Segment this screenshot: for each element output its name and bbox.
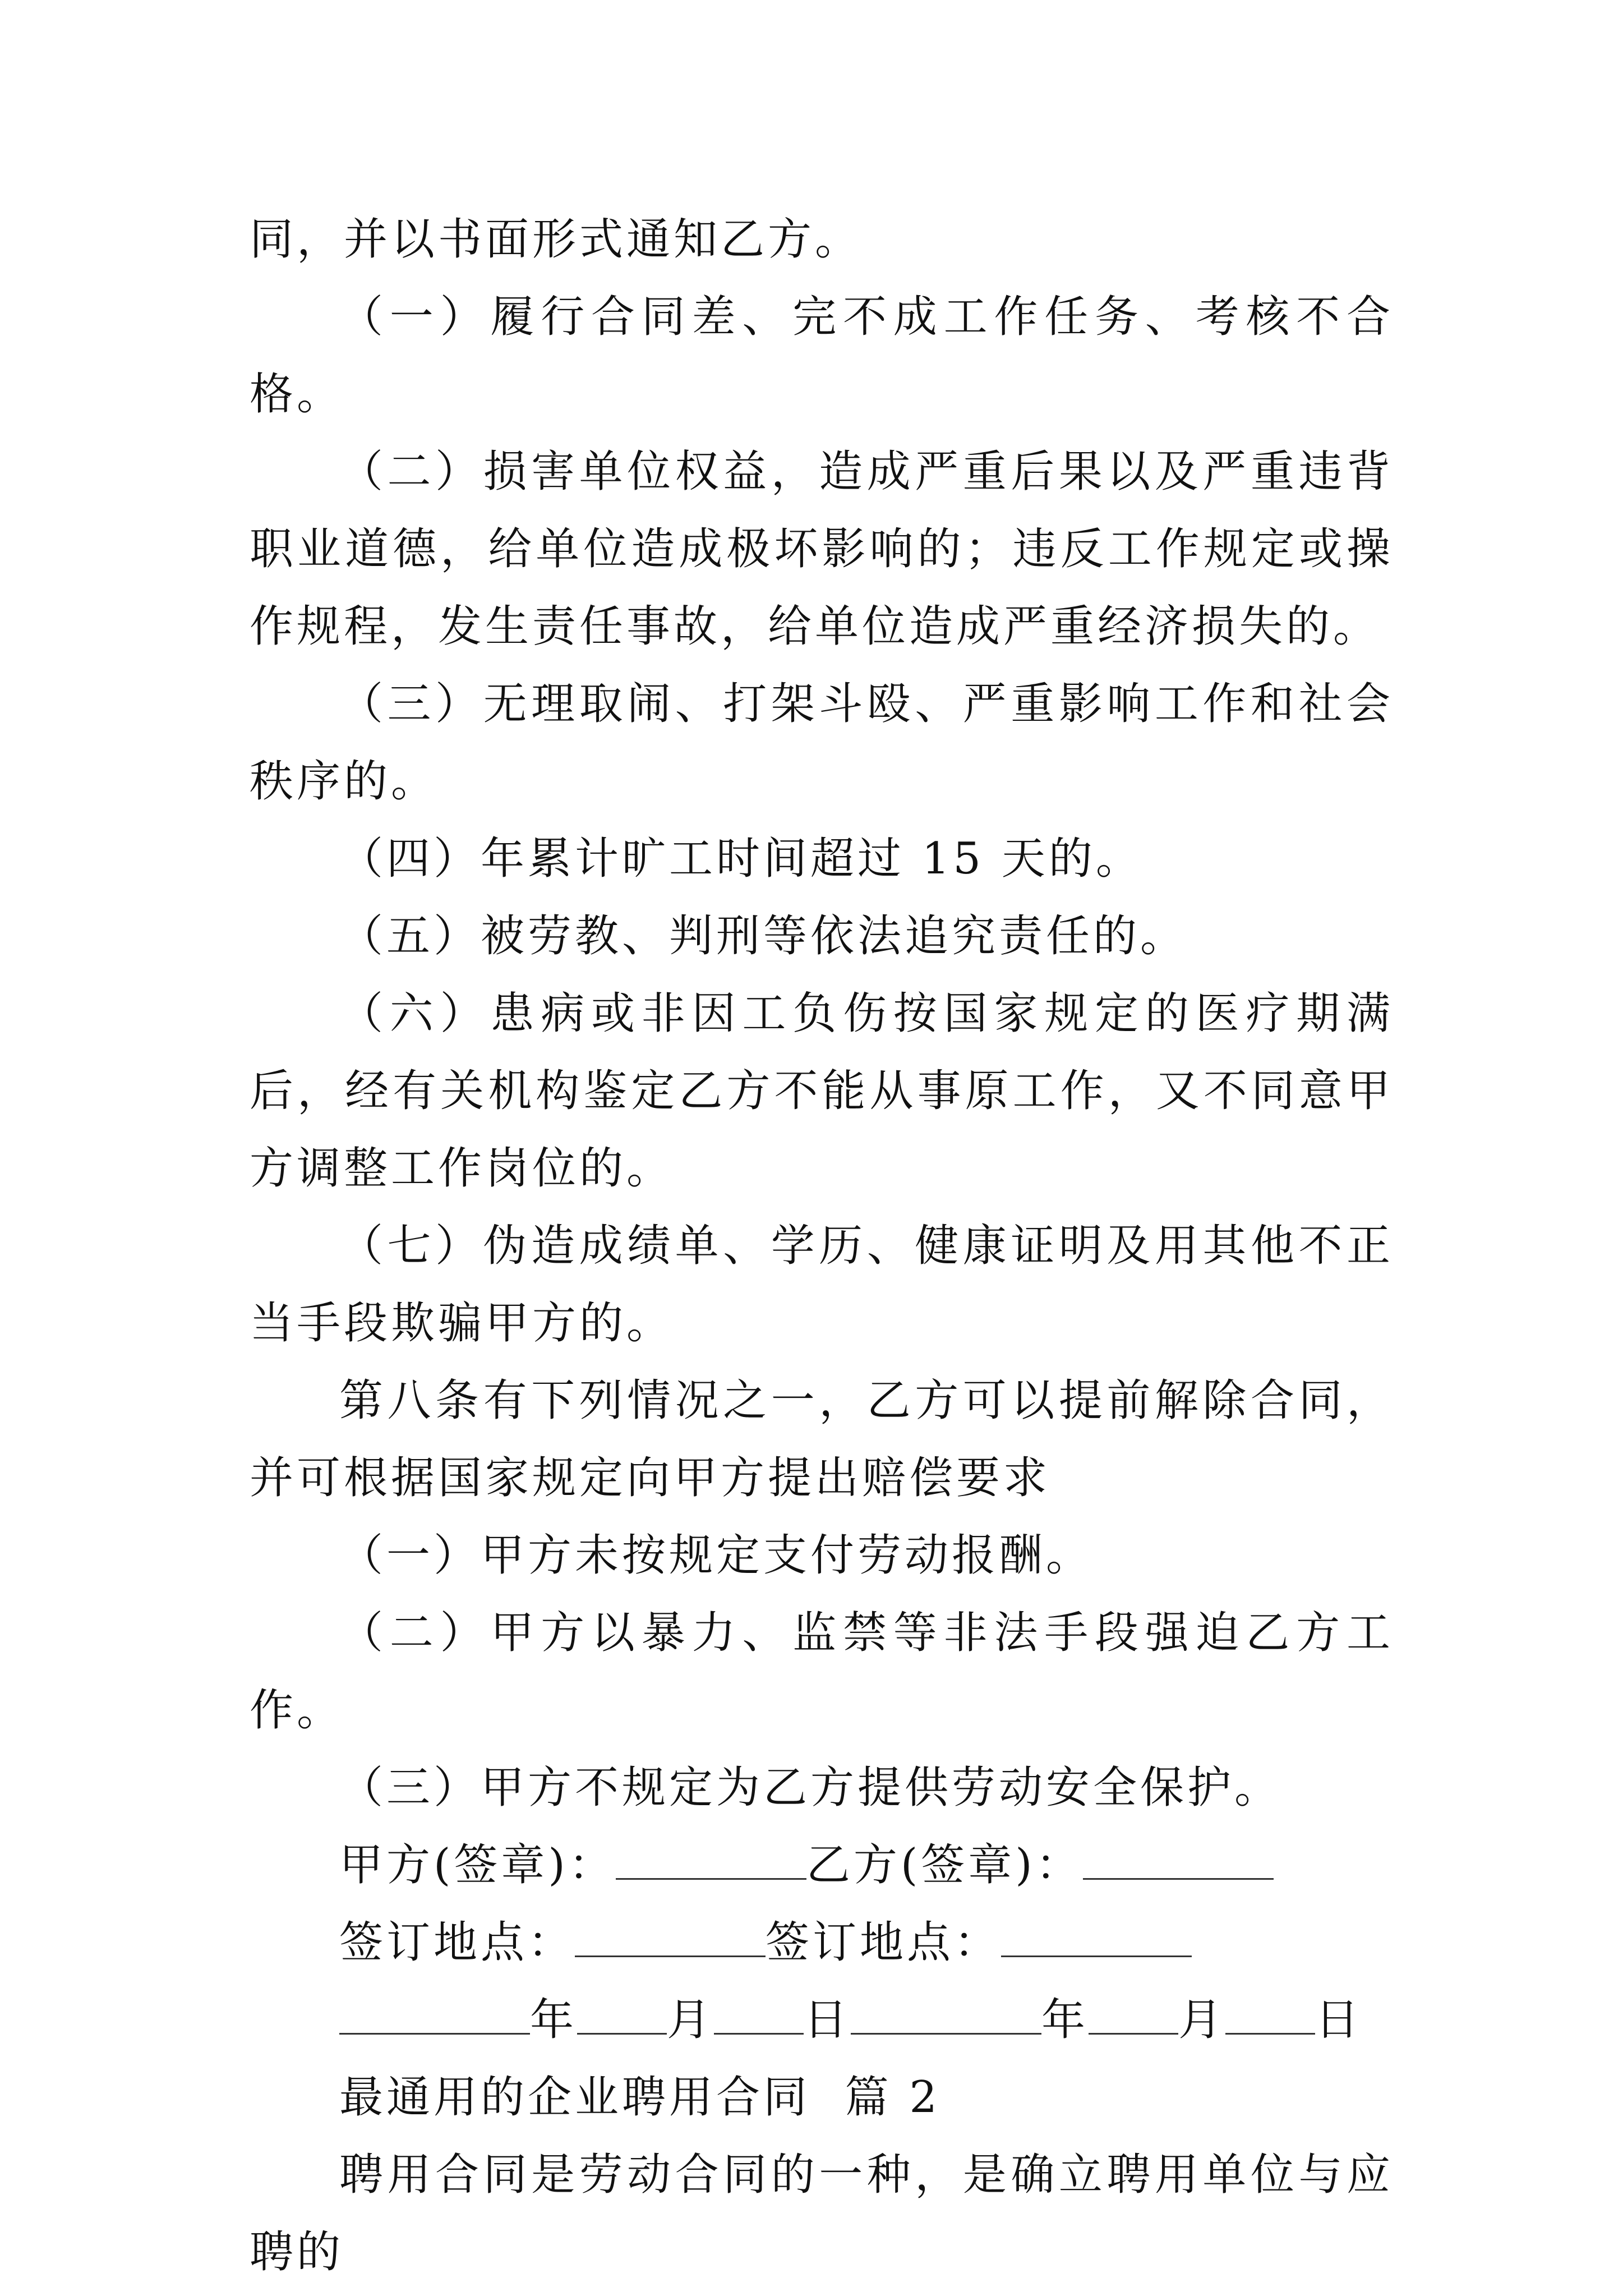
year-b-blank [851, 1994, 1041, 2035]
clause-item: （五）被劳教、判刑等依法追究责任的。 [339, 911, 1188, 961]
place-label-a: 签订地点： [339, 1917, 575, 1968]
clause-item: （一）甲方未按规定支付劳动报酬。 [339, 1530, 1094, 1581]
year-label: 年 [1041, 1995, 1089, 2045]
month-label: 月 [667, 1995, 714, 2045]
year-label: 年 [530, 1995, 578, 2045]
place-b-blank [1001, 1916, 1192, 1957]
date-line [250, 1981, 1394, 2059]
party-b-signature-blank [1083, 1839, 1274, 1880]
place-label-b: 签订地点： [766, 1917, 1002, 1968]
clause-item: （二）损害单位权益，造成严重后果以及严重违背职业道德，给单位造成极坏影响的；违反工作规定或操作规程，发生责任事故，给单位造成严重经济损失的。 [250, 447, 1394, 652]
paragraph: 同，并以书面形式通知乙方。 [250, 214, 863, 265]
clause-item: （二）甲方以暴力、监禁等非法手段强迫乙方工作。 [250, 1608, 1394, 1736]
day-label: 日 [804, 1995, 851, 2045]
clause-item: （一）履行合同差、完不成工作任务、考核不合格。 [250, 292, 1394, 420]
day-b-blank [1225, 1994, 1315, 2035]
article-paragraph: 第八条有下列情况之一，乙方可以提前解除合同，并可根据国家规定向甲方提出赔偿要求 [250, 1375, 1394, 1503]
document-body [250, 201, 1394, 2291]
party-b-label: 乙方(签章)： [806, 1840, 1083, 1890]
clause-item: （七）伪造成绩单、学历、健康证明及用其他不正当手段欺骗甲方的。 [250, 1221, 1394, 1349]
year-a-blank [339, 1994, 530, 2035]
clause-item: （六）患病或非因工负伤按国家规定的医疗期满后，经有关机构鉴定乙方不能从事原工作，又不同意甲方调整工作岗位的。 [250, 988, 1394, 1194]
month-label: 月 [1178, 1995, 1226, 2045]
clause-item: （三）无理取闹、打架斗殴、严重影响工作和社会秩序的。 [250, 679, 1394, 807]
month-b-blank [1089, 1994, 1178, 2035]
clause-item: （四）年累计旷工时间超过 15 天的。 [339, 834, 1143, 884]
section-title: 最通用的企业聘用合同 篇 2 [339, 2072, 941, 2123]
signing-place-line [250, 1904, 1394, 1981]
clause-item: （三）甲方不规定为乙方提供劳动安全保护。 [339, 1763, 1282, 1813]
signature-line [250, 1826, 1394, 1904]
party-a-signature-blank [616, 1839, 806, 1880]
month-a-blank [577, 1994, 667, 2035]
place-a-blank [575, 1916, 766, 1957]
paragraph: 聘用合同是劳动合同的一种，是确立聘用单位与应聘的 [250, 2150, 1394, 2277]
day-a-blank [714, 1994, 804, 2035]
party-a-label: 甲方(签章)： [339, 1840, 616, 1890]
day-label: 日 [1315, 1995, 1363, 2045]
